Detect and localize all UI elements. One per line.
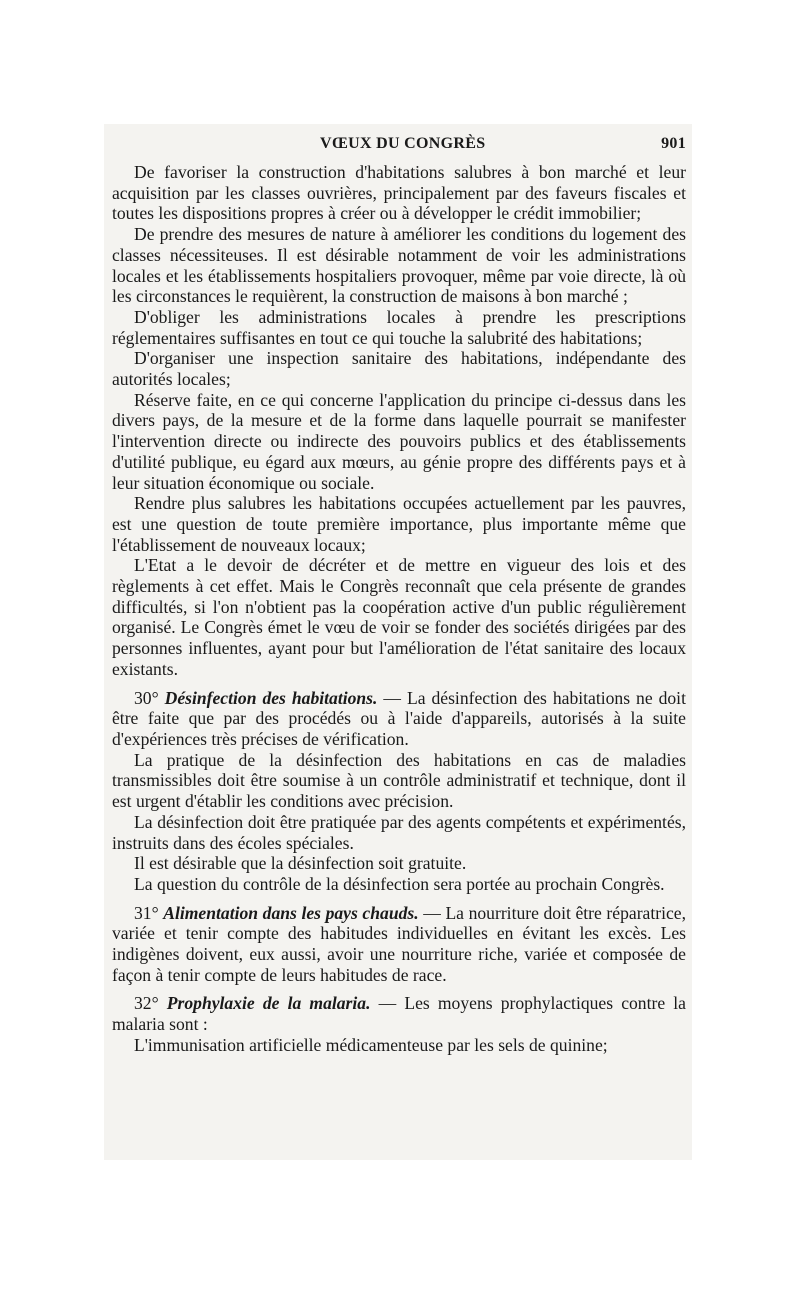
section-30-paragraph: La désinfection doit être pratiquée par des agents compétents et expérimentés, instruits dans des écoles spéciales. (112, 811, 686, 853)
section-31-dash: — (423, 902, 441, 923)
section-30-lead: La désinfection des habitations ne doit être faite que par des procédés ou à l'aide d'appareils, autorisés à la suite d'expériences très précises de vérification. (112, 687, 686, 749)
section-32-paragraph: L'immunisation artificielle médicamenteuse par les sels de quinine; (134, 1034, 608, 1055)
section-32-lead: Les moyens prophylactiques contre la malaria sont : (112, 993, 686, 1035)
paragraph-inspection: D'organiser une inspection sanitaire des habitations, indépendante des autorités locales; (112, 348, 686, 390)
section-32-number: 32° (134, 993, 159, 1014)
section-30 (112, 688, 686, 750)
section-31-title: Alimentation dans les pays chauds. (163, 902, 419, 923)
document-page (112, 134, 686, 1056)
paragraph-salubres: Rendre plus salubres les habitations occupées actuellement par les pauvres, est une question de toute première importance, plus importante même que l'établissement de nouveaux locaux; (112, 493, 686, 555)
page-header (112, 134, 686, 160)
paragraph-construction: De favoriser la construction d'habitations salubres à bon marché et leur acquisition par les classes ouvrières, principalement par des faveurs fiscales et toutes les dispositions propres à créer ou à développer le crédit immobilier; (112, 162, 686, 224)
section-30-paragraph: La question du contrôle de la désinfection sera portée au prochain Congrès. (134, 873, 665, 894)
section-30-number: 30° (134, 687, 159, 708)
running-head: VŒUX DU CONGRÈS (320, 135, 486, 152)
section-30-paragraph: Il est désirable que la désinfection soit gratuite. (134, 853, 467, 874)
paragraph-reserve: Réserve faite, en ce qui concerne l'application du principe ci-dessus dans les divers pays, de la mesure et de la forme dans laquelle pourrait se manifester l'intervention directe ou indirecte des pouvoirs publics et des établissements d'utilité publique, eu égard aux mœurs, au génie propre des différents pays et à leur situation économique ou sociale. (112, 389, 686, 493)
section-32-title: Prophylaxie de la malaria. (166, 993, 371, 1014)
paragraph-etat: L'Etat a le devoir de décréter et de mettre en vigueur des lois et des règlements à cet effet. Mais le Congrès reconnaît que cela présente de grandes difficultés, si l'on n'obtient pas la coopération active d'un public régulièrement organisé. Le Congrès émet le vœu de voir se fonder des sociétés dirigées par des personnes influentes, ayant pour but l'amélioration de l'état sanitaire des locaux existants. (112, 555, 686, 679)
page-number: 901 (661, 135, 686, 152)
paragraph-logement: De prendre des mesures de nature à améliorer les conditions du logement des classes nécessiteuses. Il est désirable notamment de voir les administrations locales et les établissements hospitaliers provoquer, même par voie directe, là où les circonstances le requièrent, la construction de maisons à bon marché ; (112, 224, 686, 307)
section-30-dash: — (383, 687, 401, 708)
section-31 (112, 903, 686, 986)
paragraph-obliger: D'obliger les administrations locales à prendre les prescriptions réglementaires suffisantes en tout ce qui touche la salubrité des habitations; (112, 306, 686, 348)
section-32 (112, 993, 686, 1034)
section-30-paragraph: La pratique de la désinfection des habitations en cas de maladies transmissibles doit être soumise à un contrôle administratif et technique, dont il est urgent d'établir les conditions avec précision. (112, 749, 686, 812)
section-31-number: 31° (134, 902, 159, 923)
section-31-lead: La nourriture doit être réparatrice, variée et tenir compte des habitudes individuelles en évitant les excès. Les indigènes doivent, eux aussi, avoir une nourriture riche, variée et composée de façon à tenir compte de leurs habitudes de race. (112, 902, 687, 985)
section-32-dash: — (378, 993, 397, 1014)
section-30-title: Désinfection des habitations. (164, 687, 378, 708)
